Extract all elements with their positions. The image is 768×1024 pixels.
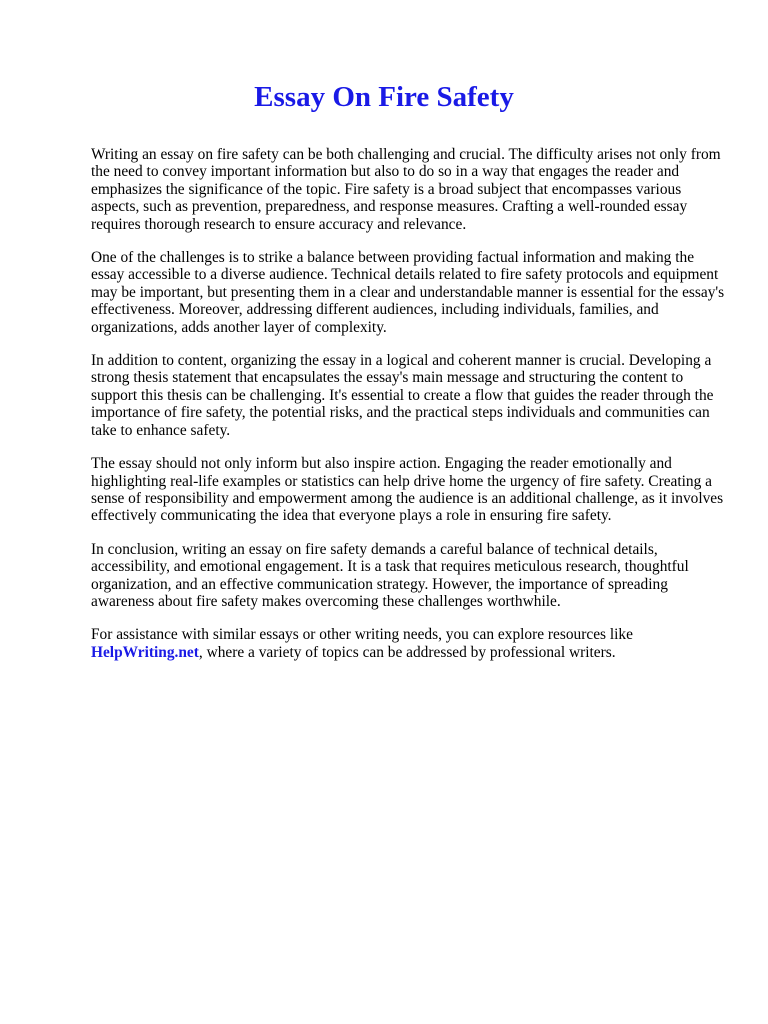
paragraph-organization: In addition to content, organizing the essay in a logical and coherent manner is crucial. Developing a strong thesis statement that encapsulates the essay's main message and structuring the content to support this thesis can be challenging. It's essential to create a flow that guides the reader through the importance of fire safety, the potential risks, and the practical steps individuals and communities can take to enhance safety. [91, 352, 714, 439]
helpwriting-link[interactable]: HelpWriting.net [91, 643, 199, 661]
closing-text-before-link: For assistance with similar essays or other writing needs, you can explore resources like [91, 626, 633, 644]
paragraph-closing [91, 626, 731, 661]
paragraph-conclusion: In conclusion, writing an essay on fire safety demands a careful balance of technical details, accessibility, and emotional engagement. It is a task that requires meticulous research, thoughtful organization, and an effective communication strategy. However, the importance of spreading awareness about fire safety makes overcoming these challenges worthwhile. [91, 540, 689, 610]
paragraph-balance: One of the challenges is to strike a balance between providing factual information and making the essay accessible to a diverse audience. Technical details related to fire safety protocols and equipment may be important, but presenting them in a clear and understandable manner is essential for the essay's effectiveness. Moreover, addressing different audiences, including individuals, families, and organizations, adds another layer of complexity. [91, 249, 725, 336]
closing-text-after-link: , where a variety of topics can be addressed by professional writers. [198, 643, 616, 661]
essay-body [91, 146, 731, 677]
page-title: Essay On Fire Safety [254, 81, 514, 113]
paragraph-intro: Writing an essay on fire safety can be both challenging and crucial. The difficulty arises not only from the need to convey important information but also to do so in a way that engages the reader and emphasizes the significance of the topic. Fire safety is a broad subject that encompasses various aspects, such as prevention, preparedness, and response measures. Crafting a well-rounded essay requires thorough research to ensure accuracy and relevance. [91, 146, 721, 233]
paragraph-action: The essay should not only inform but also inspire action. Engaging the reader emotionally and highlighting real-life examples or statistics can help drive home the urgency of fire safety. Creating a sense of responsibility and empowerment among the audience is an additional challenge, as it involves effectively communicating the idea that everyone plays a role in ensuring fire safety. [91, 455, 724, 525]
